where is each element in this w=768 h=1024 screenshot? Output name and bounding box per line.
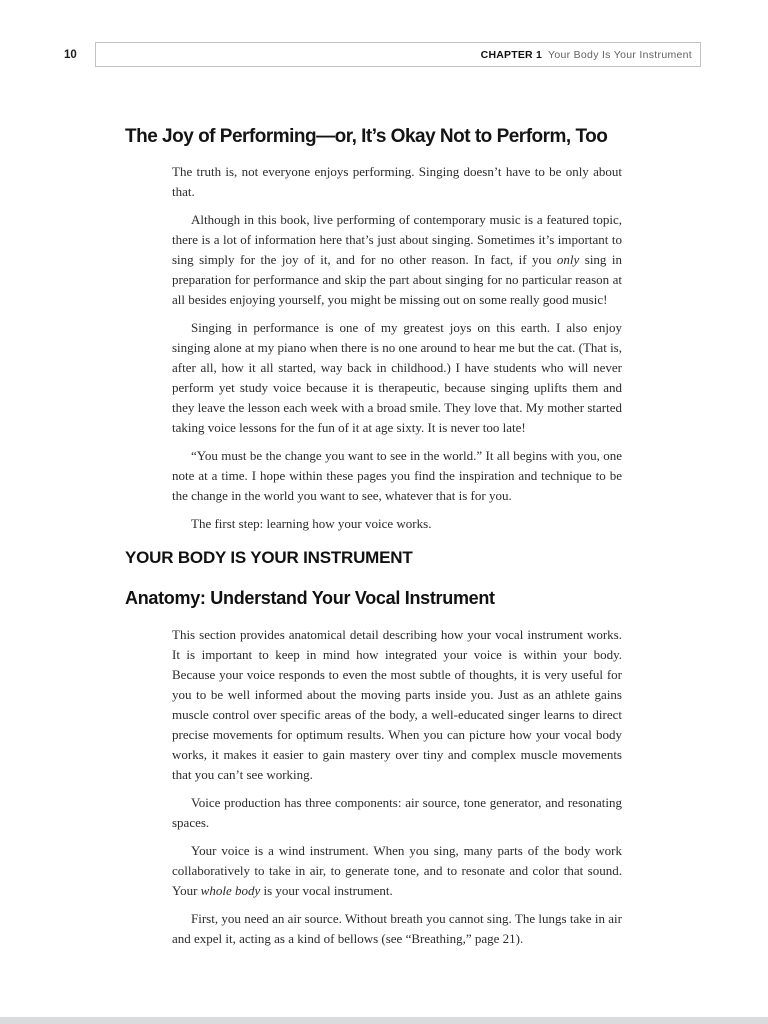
chapter-label: CHAPTER 1	[480, 48, 542, 61]
paragraph: The truth is, not everyone enjoys performing. Singing doesn’t have to be only about that.	[172, 164, 622, 199]
chapter-header-box	[95, 42, 701, 67]
paragraph-text: Although in this book, live performing of contemporary music is a featured topic, there is a lot of information here that’s just about singing. Sometimes it’s important to sing simply for the joy of it, and for no other reason. In fact, if you	[172, 212, 622, 267]
paragraph: Singing in performance is one of my greatest joys on this earth. I also enjoy singing alone at my piano when there is no one around to hear me but the cat. (That is, after all, how it all started, way back in childhood.) I have students who will never perform yet study voice because it is therapeutic, because singing uplifts them and they leave the lesson each week with a broad smile. They love that. My mother started taking voice lessons for the fun of it at age sixty. It is never too late!	[172, 320, 622, 435]
running-header	[64, 42, 701, 67]
paragraph: This section provides anatomical detail describing how your vocal instrument works. It is important to keep in mind how integrated your voice is within your body. Because your voice responds to even the most subtle of thoughts, it is very useful for you to be well informed about the moving parts inside you. Just as an athlete gains muscle control over specific areas of the body, a well-educated singer learns to direct precise movements for optimum results. When you can picture how your vocal body works, it makes it easier to gain mastery over tiny and complex muscle movements that you can’t see working.	[172, 627, 622, 782]
section-heading: YOUR BODY IS YOUR INSTRUMENT	[125, 548, 413, 567]
section-title: The Joy of Performing—or, It’s Okay Not to Perform, Too	[125, 126, 608, 147]
scan-edge-shadow	[0, 1017, 768, 1024]
paragraph: The first step: learning how your voice works.	[191, 516, 432, 531]
paragraph-text: Your voice is a wind instrument. When you sing, many parts of the body work collaboratively to take in air, to generate tone, and to resonate and color that sound. Your	[172, 843, 622, 898]
paragraph-text: is your vocal instrument.	[260, 883, 393, 898]
paragraph	[172, 841, 622, 901]
chapter-running-title: Your Body Is Your Instrument	[547, 48, 692, 61]
paragraph-text: sing in preparation for performance and skip the part about singing for no particular reason at all besides enjoying yourself, you might be missing out on some really good music!	[172, 252, 622, 307]
italic-text: whole body	[200, 883, 261, 898]
paragraph: First, you need an air source. Without breath you cannot sing. The lungs take in air and expel it, acting as a kind of bellows (see “Breathing,” page 21).	[172, 911, 622, 946]
subsection-heading: Anatomy: Understand Your Vocal Instrument	[125, 588, 495, 608]
body-text-block-2	[172, 625, 622, 949]
paragraph	[172, 210, 622, 310]
paragraph: “You must be the change you want to see in the world.” It all begins with you, one note at a time. I hope within these pages you find the inspiration and technique to be the change in the world you want to see, whatever that is for you.	[172, 448, 622, 503]
page-number: 10	[64, 48, 77, 61]
italic-text: only	[556, 252, 580, 267]
body-text-block-1	[172, 162, 622, 534]
page-content	[0, 126, 768, 949]
paragraph: Voice production has three components: air source, tone generator, and resonating spaces.	[172, 795, 622, 830]
